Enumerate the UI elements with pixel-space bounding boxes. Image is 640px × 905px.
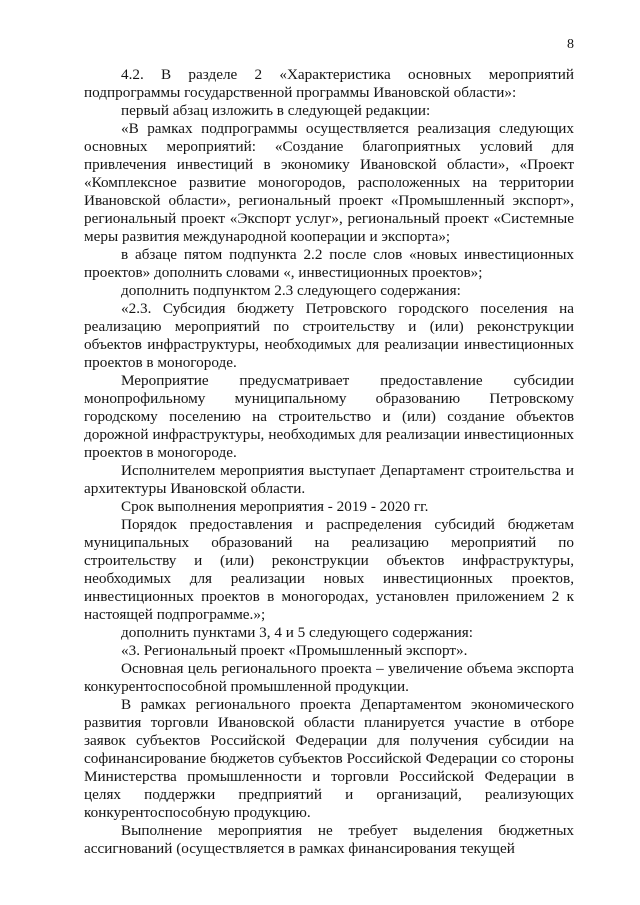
- paragraph: Выполнение мероприятия не требует выделения бюджетных ассигнований (осуществляется в рамках финансирования текущей: [84, 822, 574, 857]
- paragraph: 4.2. В разделе 2 «Характеристика основных мероприятий подпрограммы государственной программы Ивановской области»:: [84, 66, 574, 101]
- page-number: 8: [567, 37, 574, 52]
- paragraph: «2.3. Субсидия бюджету Петровского городского поселения на реализацию мероприятий по строительству и (или) реконструкции объектов инфраструктуры, необходимых для реализации инвестиционных проектов в моногороде.: [84, 300, 574, 371]
- document-body: [84, 66, 574, 858]
- paragraph: Мероприятие предусматривает предоставление субсидии монопрофильному муниципальному образованию Петровскому городскому поселению на строительство и (или) создание объектов дорожной инфраструктуры, необходимых для реализации инвестиционных проектов в моногороде.: [84, 372, 574, 461]
- paragraph: Основная цель регионального проекта – увеличение объема экспорта конкурентоспособной промышленной продукции.: [84, 660, 574, 695]
- paragraph: первый абзац изложить в следующей редакции:: [121, 102, 431, 119]
- paragraph: Порядок предоставления и распределения субсидий бюджетам муниципальных образований на реализацию мероприятий по строительству и (или) реконструкции объектов инфраструктуры, необходимых для реализации новых инвестиционных проектов, инвестиционных проектов в моногородах, установлен приложением 2 к настоящей подпрограмме.»;: [84, 516, 574, 623]
- paragraph: Исполнителем мероприятия выступает Департамент строительства и архитектуры Ивановской области.: [84, 462, 574, 497]
- paragraph: в абзаце пятом подпункта 2.2 после слов «новых инвестиционных проектов» дополнить словами «, инвестиционных проектов»;: [84, 246, 574, 281]
- paragraph: «В рамках подпрограммы осуществляется реализация следующих основных мероприятий: «Создание благоприятных условий для привлечения инвестиций в экономику Ивановской области», «Проект «Комплексное развитие моногородов, расположенных на территории Ивановской области», региональный проект «Промышленный экспорт», региональный проект «Экспорт услуг», региональный проект «Системные меры развития международной кооперации и экспорта»;: [84, 120, 574, 245]
- paragraph: Срок выполнения мероприятия - 2019 - 2020 гг.: [121, 498, 429, 515]
- paragraph: В рамках регионального проекта Департаментом экономического развития торговли Ивановской области планируется участие в отборе заявок субъектов Российской Федерации для получения субсидии на софинансирование бюджетов субъектов Российской Федерации со стороны Министерства промышленности и торговли Российской Федерации в целях поддержки предприятий и организаций, реализующих конкурентоспособную продукцию.: [84, 696, 574, 821]
- paragraph: «3. Региональный проект «Промышленный экспорт».: [121, 642, 468, 659]
- paragraph: дополнить подпунктом 2.3 следующего содержания:: [121, 282, 461, 299]
- paragraph: дополнить пунктами 3, 4 и 5 следующего содержания:: [121, 624, 473, 641]
